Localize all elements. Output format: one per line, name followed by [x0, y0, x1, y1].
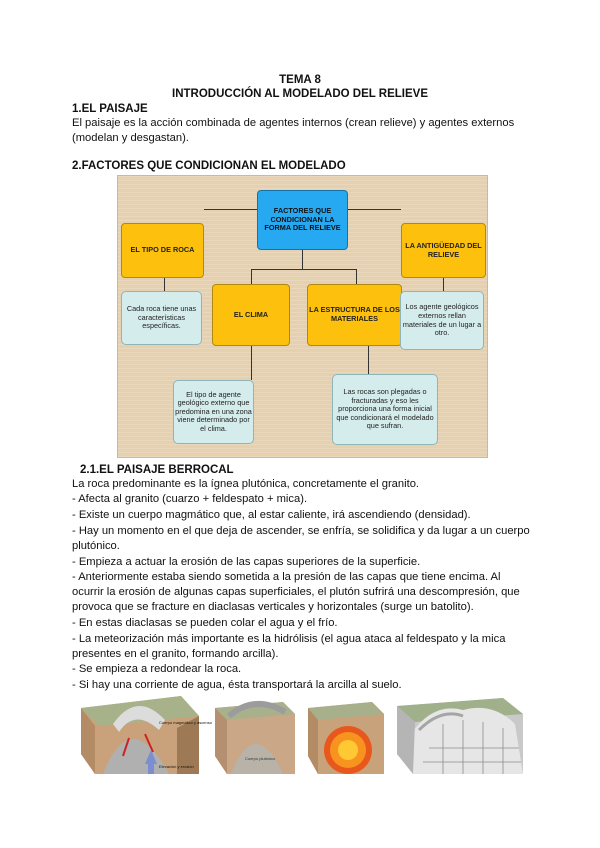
- connector-center-down: [302, 248, 303, 269]
- berrocal-line-13: - Se empieza a redondear la roca.: [72, 663, 242, 675]
- estructura-box: LA ESTRUCTURA DE LOS MATERIALES: [307, 284, 402, 346]
- pluton-erosion-illustration: [211, 694, 299, 776]
- scene2-label-pluton: Cuerpo plutónico: [245, 756, 276, 761]
- berrocal-line-1: La roca predominante es la ígnea plutónica, concretamente el granito.: [72, 478, 420, 490]
- antiguedad-box: LA ANTIGÜEDAD DEL RELIEVE: [401, 223, 486, 278]
- connector-to-antiguedad: [348, 209, 401, 210]
- berrocal-line-11: - La meteorización más importante es la hidrólisis (el agua ataca al feldespato y la mica: [72, 633, 506, 645]
- page-title: INTRODUCCIÓN AL MODELADO DEL RELIEVE: [172, 88, 428, 100]
- factors-diagram: [117, 175, 488, 458]
- section-heading-factores: 2.FACTORES QUE CONDICIONAN EL MODELADO: [72, 160, 346, 172]
- clima-box: EL CLIMA: [212, 284, 290, 346]
- berrocal-line-8: ocurrir la erosión de algunas capas superficiales, el plutón sufrirá una descompresión, que: [72, 586, 520, 598]
- antiguedad-desc: Los agente geológicos externos rellan materiales de un lugar a otro.: [400, 291, 484, 350]
- berrocal-line-3: - Existe un cuerpo magmático que, al estar caliente, irá ascendiendo (densidad).: [72, 509, 471, 521]
- tipo-de-roca-desc: Cada roca tiene unas características específicas.: [121, 291, 202, 345]
- berrocal-line-6: - Empieza a actuar la erosión de las capas superiores de la superficie.: [72, 556, 421, 568]
- clima-desc: El tipo de agente geológico externo que predomina en una zona viene determinado por el clima.: [173, 380, 254, 444]
- connector-to-clima: [251, 269, 252, 284]
- tipo-de-roca-box: EL TIPO DE ROCA: [121, 223, 204, 278]
- scene1-label-uplift: Elevación y erosión: [159, 764, 194, 769]
- factores-center-box: FACTORES QUE CONDICIONAN LA FORMA DEL RELIEVE: [257, 190, 348, 250]
- connector-horizontal-mid: [251, 269, 356, 270]
- connector-antiguedad-desc: [443, 276, 444, 291]
- tema-number: TEMA 8: [279, 74, 321, 86]
- berrocal-line-7: - Anteriormente estaba siendo sometida a la presión de las capas que tiene encima. Al: [72, 571, 501, 583]
- connector-to-estructura: [356, 269, 357, 284]
- connector-clima-desc: [251, 346, 252, 380]
- connector-roca-desc: [164, 276, 165, 291]
- scene1-label-magma: Cuerpo magmático y ascenso: [159, 720, 212, 725]
- magma-cooling-illustration: [304, 694, 388, 776]
- berrocal-line-14: - Si hay una corriente de agua, ésta transportará la arcilla al suelo.: [72, 679, 402, 691]
- berrocal-line-4: - Hay un momento en el que deja de ascender, se enfría, se solidifica y da lugar a un cuerpo: [72, 525, 530, 537]
- berrocal-line-5: plutónico.: [72, 540, 120, 552]
- batholith-ascent-illustration: [73, 694, 212, 776]
- paisaje-line-1: El paisaje es la acción combinada de agentes internos (crean relieve) y agentes externos: [72, 117, 515, 129]
- berrocal-line-10: - En estas diaclasas se pueden colar el agua y el frío.: [72, 617, 338, 629]
- berrocal-line-2: - Afecta al granito (cuarzo + feldespato + mica).: [72, 493, 308, 505]
- estructura-desc: Las rocas son plegadas o fracturadas y eso les proporciona una forma inicial que condicionará el modelado que sufran.: [332, 374, 438, 445]
- section-heading-berrocal: 2.1.EL PAISAJE BERROCAL: [80, 464, 234, 476]
- paisaje-line-2: (modelan y desgastan).: [72, 132, 189, 144]
- batholith-jointing-illustration: [393, 694, 527, 776]
- berrocal-line-9: provoca que se fracture en diaclasas verticales y horizontales (surge un batolito).: [72, 601, 474, 613]
- connector-to-roca: [204, 209, 257, 210]
- section-heading-paisaje: 1.EL PAISAJE: [72, 103, 148, 115]
- connector-estructura-desc: [368, 346, 369, 374]
- berrocal-line-12: presentes en el granito, formando arcilla).: [72, 648, 279, 660]
